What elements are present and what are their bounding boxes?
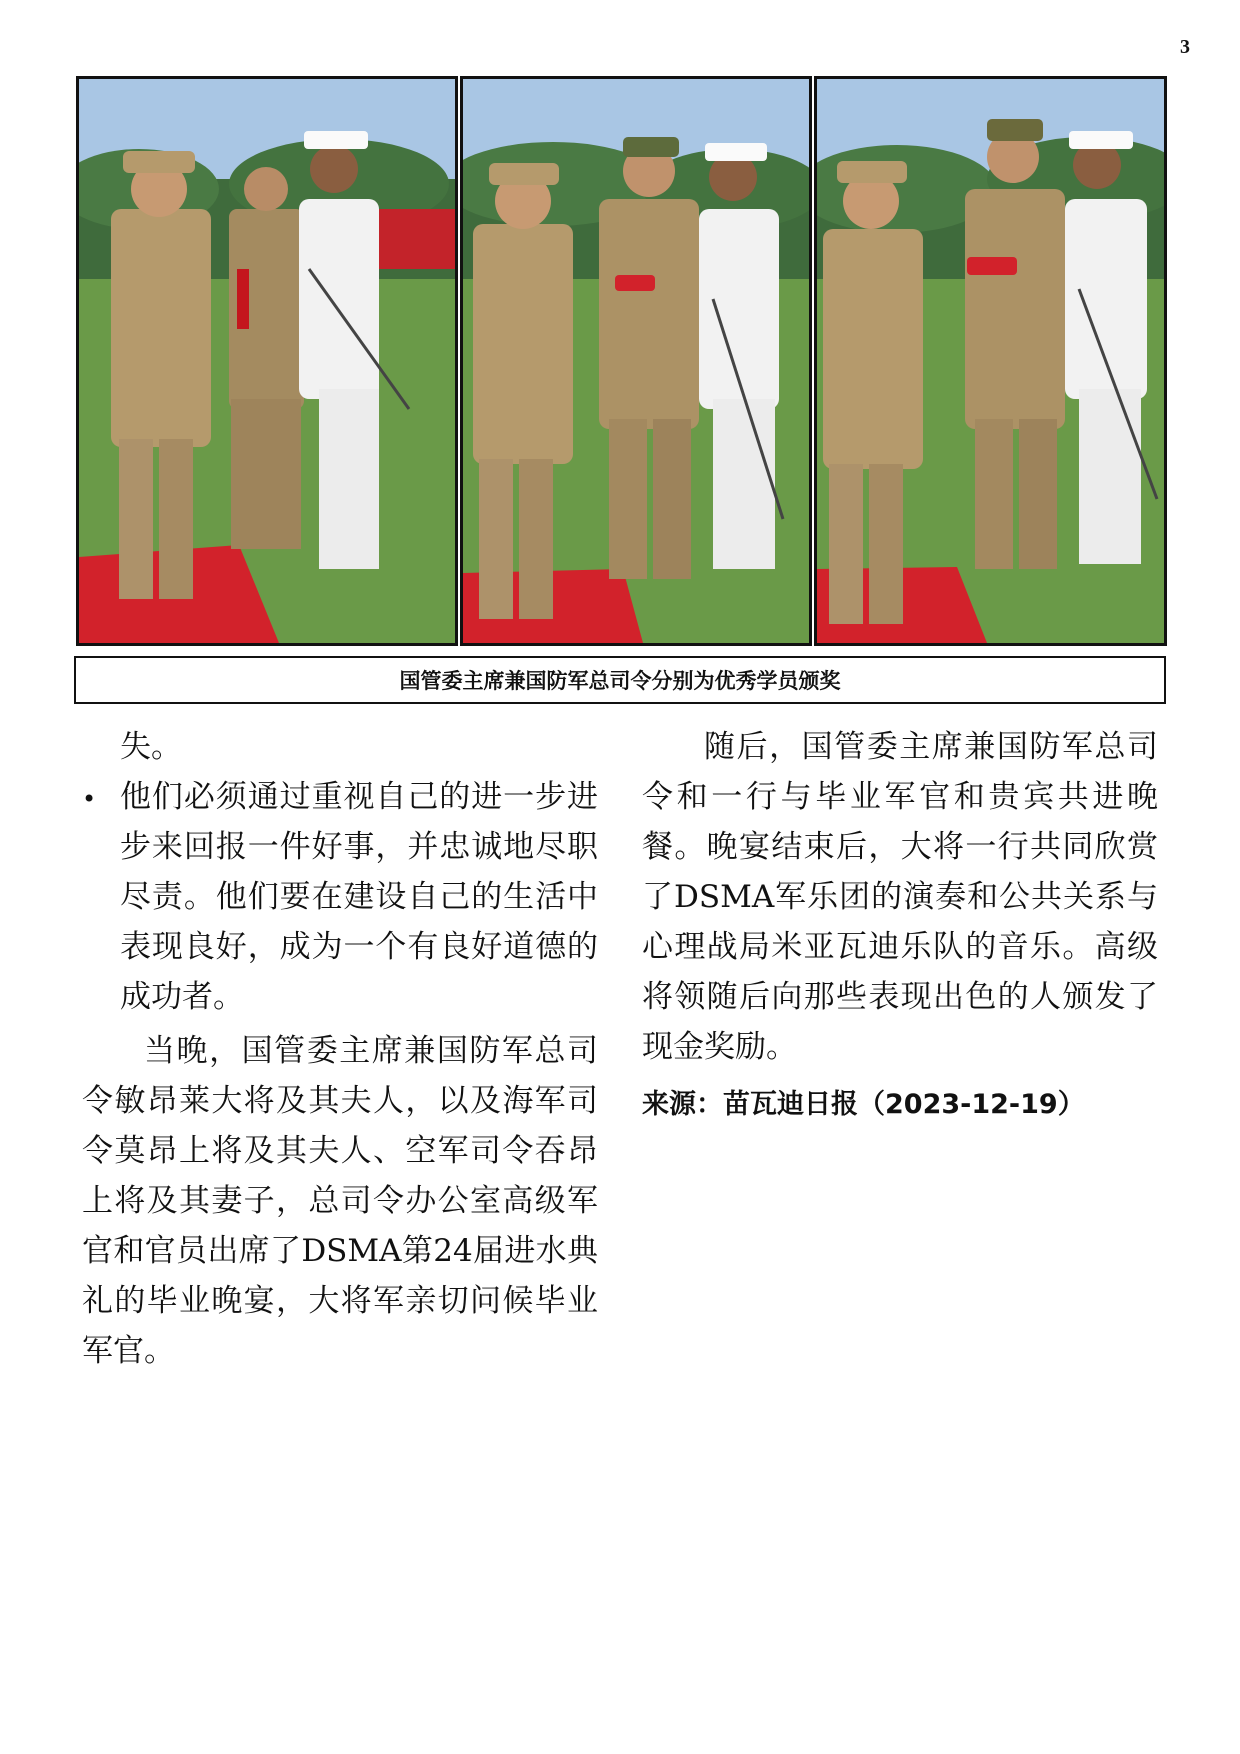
bullet-paragraph xyxy=(82,772,598,1022)
award-photo-2 xyxy=(460,76,812,646)
award-photo-2-image xyxy=(463,79,809,643)
award-photo-3 xyxy=(814,76,1167,646)
continued-text: 失。 xyxy=(120,729,182,765)
evening-paragraph: 当晚，国管委主席兼国防军总司令敏昂莱大将及其夫人，以及海军司令莫昂上将及其夫人、空军司令吞昂上将及其妻子，总司令办公室高级军官和官员出席了DSMA第24届进水典礼的毕业晚宴，大将军亲切问候毕业军官。 xyxy=(82,1033,598,1369)
award-photo-1-image xyxy=(79,79,455,643)
continued-text-block xyxy=(82,722,598,772)
award-photo-3-image xyxy=(817,79,1164,643)
bullet-marker: • xyxy=(82,785,97,813)
photo-caption: 国管委主席兼国防军总司令分别为优秀学员颁奖 xyxy=(74,656,1166,704)
page-number: 3 xyxy=(1180,36,1190,58)
dinner-paragraph: 随后，国管委主席兼国防军总司令和一行与毕业军官和贵宾共进晚餐。晚宴结束后，大将一行共同欣赏了DSMA军乐团的演奏和公共关系与心理战局米亚瓦迪乐队的音乐。高级将领随后向那些表现出色的人颁发了现金奖励。 xyxy=(642,729,1158,1065)
left-column xyxy=(82,722,598,1376)
bullet-text: 他们必须通过重视自己的进一步进步来回报一件好事，并忠诚地尽职尽责。他们要在建设自己的生活中表现良好，成为一个有良好道德的成功者。 xyxy=(120,779,598,1015)
source-line: 来源：苗瓦迪日报（2023-12-19） xyxy=(642,1089,1085,1120)
right-column xyxy=(642,722,1158,1130)
award-photo-1 xyxy=(76,76,458,646)
photo-strip xyxy=(76,76,1167,646)
